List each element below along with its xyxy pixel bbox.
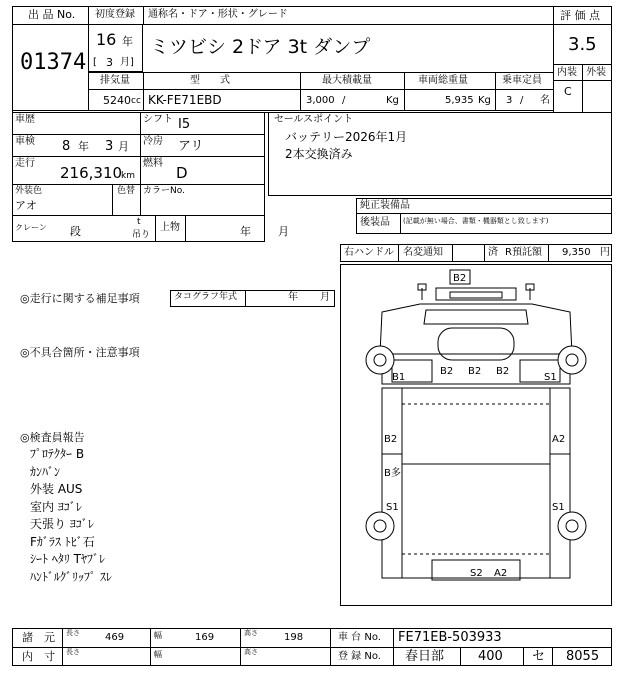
internal-length-label: 長さ: [66, 648, 80, 656]
name-label: 通称名・ドア・形状・グレード: [148, 9, 288, 20]
gross-label: 車両総重量: [418, 75, 468, 86]
reg-area: 春日部: [405, 649, 445, 664]
loading-label: 上物: [160, 222, 180, 233]
month-unit: 月]: [120, 57, 134, 68]
exterior-label: 外装: [586, 67, 606, 78]
lot-no-label: 出 品 No.: [28, 8, 76, 21]
inspection-label: 車検: [15, 136, 35, 147]
fuel-label: 燃料: [143, 158, 163, 169]
length-label: 長さ: [66, 629, 80, 637]
load-value: 3,000: [306, 95, 335, 106]
model-value: KK-FE71EBD: [148, 93, 222, 107]
aftermarket-note: (記載が無い場合、書類・機器類とし致します): [403, 217, 549, 225]
ac-value: アリ: [178, 139, 204, 154]
interior-label: 内装: [557, 67, 577, 78]
length-value: 469: [105, 632, 125, 643]
displacement-unit: cc: [131, 96, 141, 106]
score-value: 3.5: [568, 34, 597, 55]
height-label: 高さ: [244, 629, 258, 637]
internal-dims-label: 内 寸: [22, 650, 55, 663]
inspector-item: ｼｰﾄ ﾍﾀﾘ Tﾔﾌﾞﾚ: [30, 552, 105, 566]
tachograph-label: タコグラフ年式: [174, 292, 238, 302]
inspector-item: 室内 ﾖｺﾞﾚ: [30, 499, 82, 514]
height-value: 198: [284, 632, 304, 643]
insp-month: 3: [105, 139, 114, 154]
capacity-label: 乗車定員: [502, 75, 542, 86]
car-name: ミツビシ 2ドア 3t ダンプ: [150, 36, 371, 58]
internal-height-label: 高さ: [244, 648, 258, 656]
history-label: 車歴: [15, 114, 35, 125]
width-value: 169: [195, 632, 215, 643]
inspector-item: 天張り ﾖｺﾞﾚ: [30, 517, 94, 531]
lot-no: 01374: [20, 50, 87, 75]
year-unit: 年: [122, 35, 133, 48]
inspector-item: ﾊﾝﾄﾞﾙｸﾞﾘｯﾌﾟ ｽﾚ: [30, 569, 112, 584]
tachograph-month: 月: [320, 292, 330, 303]
crane-t: t: [137, 217, 141, 227]
crane-stage: 段: [70, 225, 81, 238]
loading-month: 月: [278, 225, 289, 238]
name-change-value: 済: [488, 247, 498, 258]
shift-value: I5: [178, 117, 191, 132]
tachograph-year: 年: [288, 292, 298, 303]
sales-point-line1: バッテリー2026年1月: [285, 130, 408, 144]
reg-number: 8055: [566, 649, 600, 664]
reg-kana: セ: [532, 649, 546, 664]
mark-rear-s2: S2: [470, 568, 483, 579]
insp-year-unit: 年: [78, 140, 89, 153]
sales-point-line2: 2本交換済み: [285, 147, 353, 161]
gross-value: 5,935: [445, 95, 474, 106]
sales-point-title: セールスポイント: [274, 114, 354, 125]
year-value: 16: [96, 30, 117, 49]
insp-month-unit: 月: [118, 140, 129, 153]
mark-front-b2a: B2: [440, 366, 454, 377]
genuine-equipment-label: 純正装備品: [360, 200, 410, 211]
inspector-label: ◎検査員報告: [20, 431, 85, 444]
right-handle-label: 右ハンドル: [344, 247, 394, 258]
capacity-unit: 名: [540, 95, 550, 106]
month-open: [: [93, 57, 97, 68]
displacement-value: 5240: [103, 94, 131, 107]
mark-rear-a2: A2: [494, 568, 508, 579]
loading-year: 年: [240, 225, 251, 238]
mark-front-right: S1: [544, 372, 557, 383]
mark-top: B2: [453, 273, 467, 284]
chassis-value: FE71EB-503933: [398, 630, 502, 645]
inspector-item: 外装 AUS: [30, 482, 83, 496]
load-unit: Kg: [386, 95, 399, 106]
truck-diagram: [340, 264, 612, 606]
mark-left-rear: S1: [386, 502, 399, 513]
truck-outline: [380, 284, 572, 580]
interior-grade: C: [564, 85, 572, 98]
crane-hang: 吊り: [132, 230, 151, 240]
fuel-value: D: [176, 164, 188, 182]
inspector-item: Fｶﾞﾗｽ ﾄﾋﾞ石: [30, 534, 95, 549]
recycle-value: 9,350: [562, 247, 591, 258]
mark-front-b2c: B2: [496, 366, 510, 377]
mark-front-left: B1: [392, 372, 406, 383]
registration-label: 登 録 No.: [338, 651, 381, 662]
mark-left-mid: B2: [384, 434, 398, 445]
capacity-sep: /: [520, 95, 524, 106]
color-no-label: カラーNo.: [143, 186, 185, 196]
recycle-unit: 円: [600, 247, 610, 258]
name-change-label: 名変通知: [403, 247, 443, 258]
width-label: 幅: [154, 631, 162, 640]
driving-notes-label: ◎走行に関する補足事項: [20, 292, 140, 305]
mileage-unit: km: [121, 171, 135, 181]
reg-class: 400: [478, 649, 503, 664]
ext-color-value: アオ: [15, 199, 37, 212]
inspector-item: ｶﾝﾊﾞﾝ: [30, 464, 61, 479]
insp-year: 8: [62, 139, 71, 154]
internal-width-label: 幅: [154, 650, 162, 659]
mark-left-many: B多: [384, 468, 401, 479]
chassis-label: 車 台 No.: [338, 632, 381, 643]
load-sep: /: [342, 95, 346, 106]
capacity-value: 3: [506, 95, 513, 106]
ac-label: 冷房: [143, 136, 163, 147]
mileage-value: 216,310: [60, 164, 123, 182]
model-label: 型 式: [190, 75, 230, 86]
mark-front-b2b: B2: [468, 366, 482, 377]
score-label: 評 価 点: [560, 9, 600, 22]
mark-right-rear: S1: [552, 502, 565, 513]
shift-label: シフト: [143, 114, 173, 125]
color-change-label: 色替: [117, 186, 136, 196]
load-label: 最大積載量: [322, 75, 372, 86]
recycle-label: R預託額: [505, 247, 542, 258]
mark-right-mid: A2: [552, 434, 566, 445]
mileage-label: 走行: [15, 158, 35, 169]
gross-unit: Kg: [478, 95, 491, 106]
month-value: 3: [106, 56, 113, 69]
defects-label: ◎不具合箇所・注意事項: [20, 346, 140, 359]
dims-label: 諸 元: [22, 631, 55, 644]
inspector-item: ﾌﾟﾛﾃｸﾀｰ B: [30, 447, 85, 461]
displacement-label: 排気量: [100, 75, 130, 86]
aftermarket-label: 後装品: [360, 217, 390, 228]
crane-label: クレーン: [15, 223, 47, 232]
ext-color-label: 外装色: [15, 186, 43, 196]
first-reg-label: 初度登録: [95, 9, 135, 20]
